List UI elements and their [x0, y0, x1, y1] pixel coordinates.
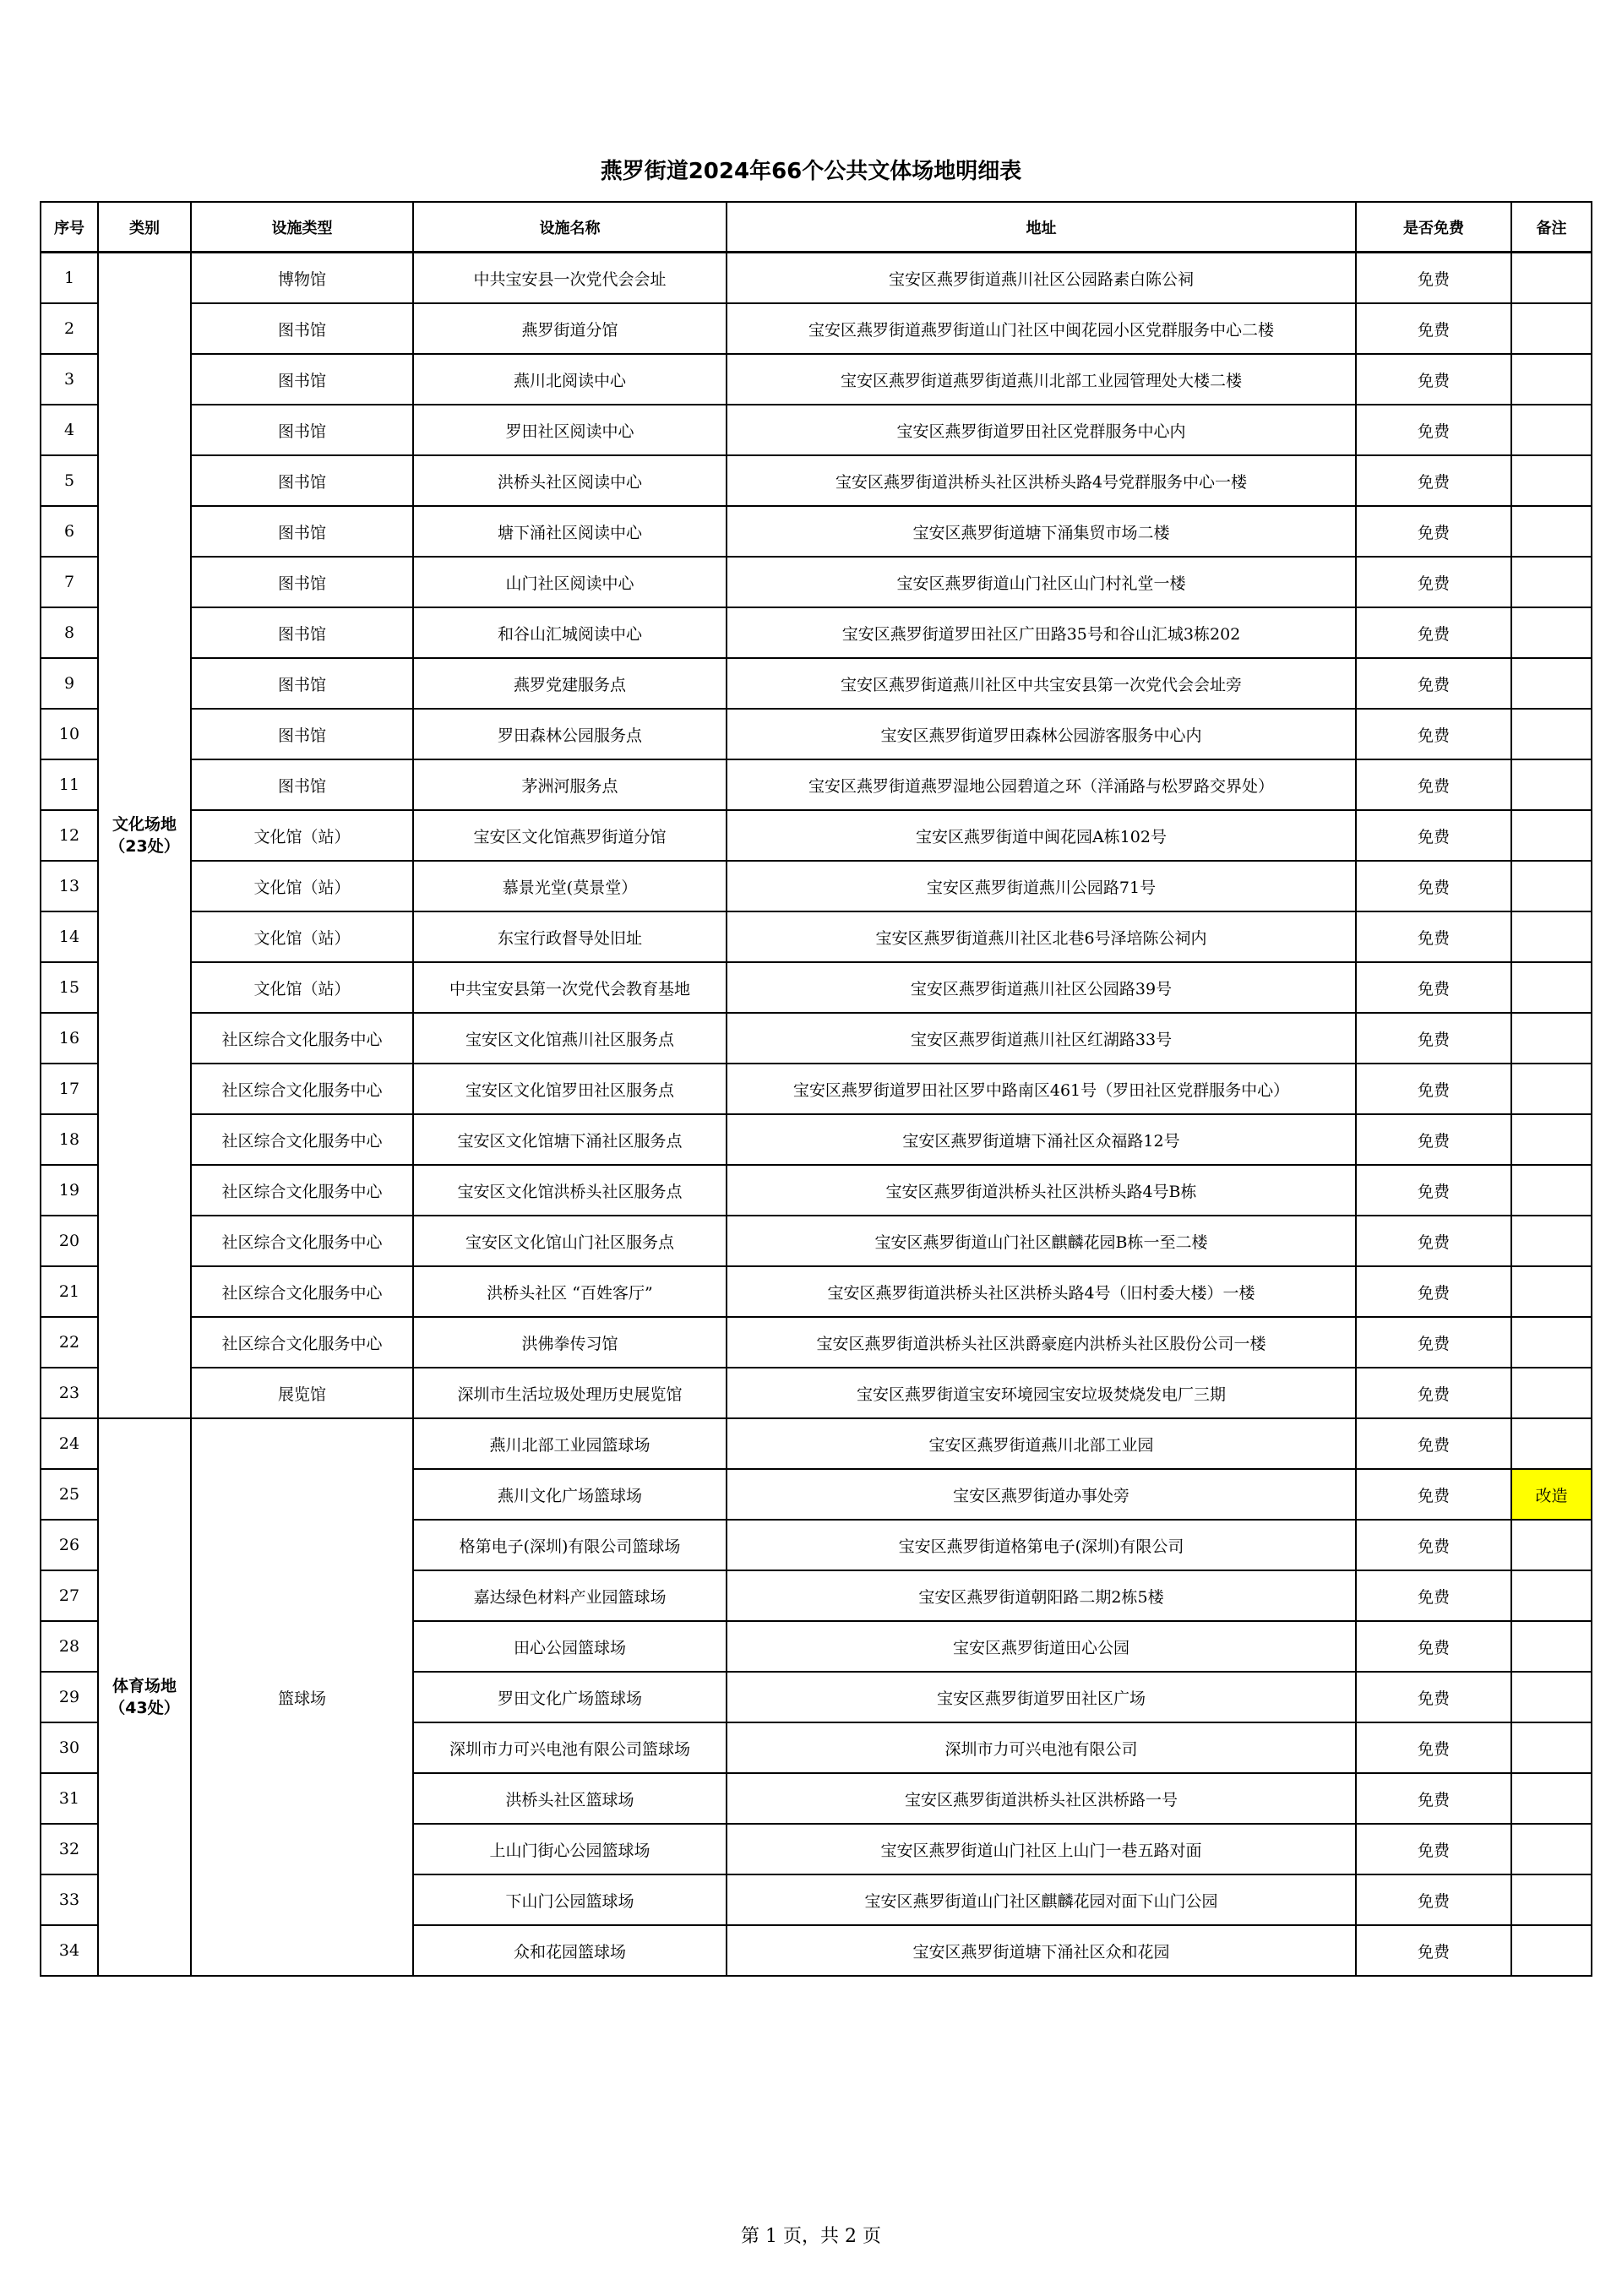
cell-facility-type: 图书馆 — [191, 303, 413, 354]
cell-facility-name: 下山门公园篮球场 — [413, 1874, 727, 1925]
cell-seq: 25 — [41, 1469, 98, 1520]
cell-free: 免费 — [1356, 911, 1511, 962]
cell-address: 宝安区燕罗街道山门社区麒麟花园B栋一至二楼 — [727, 1216, 1356, 1266]
cell-note — [1511, 1114, 1592, 1165]
cell-address: 宝安区燕罗街道山门社区麒麟花园对面下山门公园 — [727, 1874, 1356, 1925]
cell-seq: 20 — [41, 1216, 98, 1266]
cell-address: 深圳市力可兴电池有限公司 — [727, 1722, 1356, 1773]
table-row — [41, 962, 1592, 1013]
cell-address: 宝安区燕罗街道燕罗街道燕川北部工业园管理处大楼二楼 — [727, 354, 1356, 405]
cell-address: 宝安区燕罗街道中闽花园A栋102号 — [727, 810, 1356, 861]
cell-facility-name: 燕罗党建服务点 — [413, 658, 727, 709]
cell-note: 改造 — [1511, 1469, 1592, 1520]
cell-facility-type: 图书馆 — [191, 759, 413, 810]
category-name: 体育场地 — [112, 1677, 177, 1695]
cell-facility-name: 宝安区文化馆燕罗街道分馆 — [413, 810, 727, 861]
table-row — [41, 303, 1592, 354]
cell-facility-type: 社区综合文化服务中心 — [191, 1317, 413, 1368]
category-cell-sports — [98, 1418, 191, 1976]
header-note: 备注 — [1511, 202, 1592, 253]
cell-facility-name: 洪桥头社区 “百姓客厅” — [413, 1266, 727, 1317]
cell-seq: 2 — [41, 303, 98, 354]
cell-free: 免费 — [1356, 405, 1511, 455]
cell-free: 免费 — [1356, 709, 1511, 759]
cell-seq: 19 — [41, 1165, 98, 1216]
cell-facility-name: 罗田森林公园服务点 — [413, 709, 727, 759]
cell-address: 宝安区燕罗街道燕川社区中共宝安县第一次党代会会址旁 — [727, 658, 1356, 709]
cell-note — [1511, 1013, 1592, 1064]
cell-free: 免费 — [1356, 1570, 1511, 1621]
cell-seq: 17 — [41, 1064, 98, 1114]
cell-note — [1511, 1266, 1592, 1317]
table-header-row — [41, 202, 1592, 253]
cell-seq: 22 — [41, 1317, 98, 1368]
cell-note — [1511, 1925, 1592, 1976]
table-row — [41, 759, 1592, 810]
cell-facility-name: 深圳市力可兴电池有限公司篮球场 — [413, 1722, 727, 1773]
cell-facility-type: 社区综合文化服务中心 — [191, 1165, 413, 1216]
table-row — [41, 861, 1592, 911]
cell-seq: 11 — [41, 759, 98, 810]
cell-facility-name: 洪桥头社区阅读中心 — [413, 455, 727, 506]
cell-address: 宝安区燕罗街道洪桥头社区洪桥头路4号党群服务中心一楼 — [727, 455, 1356, 506]
cell-facility-type: 文化馆（站） — [191, 861, 413, 911]
cell-address: 宝安区燕罗街道洪桥头社区洪爵豪庭内洪桥头社区股份公司一楼 — [727, 1317, 1356, 1368]
table-row — [41, 354, 1592, 405]
table-row — [41, 1216, 1592, 1266]
cell-free: 免费 — [1356, 557, 1511, 607]
cell-address: 宝安区燕罗街道格第电子(深圳)有限公司 — [727, 1520, 1356, 1570]
table-row — [41, 1013, 1592, 1064]
cell-address: 宝安区燕罗街道罗田社区党群服务中心内 — [727, 405, 1356, 455]
cell-facility-type: 社区综合文化服务中心 — [191, 1064, 413, 1114]
cell-address: 宝安区燕罗街道办事处旁 — [727, 1469, 1356, 1520]
cell-note — [1511, 1317, 1592, 1368]
cell-free: 免费 — [1356, 1064, 1511, 1114]
cell-note — [1511, 455, 1592, 506]
cell-note — [1511, 1824, 1592, 1874]
table-row — [41, 607, 1592, 658]
cell-free: 免费 — [1356, 1266, 1511, 1317]
cell-seq: 23 — [41, 1368, 98, 1418]
cell-free: 免费 — [1356, 1722, 1511, 1773]
cell-facility-type: 图书馆 — [191, 354, 413, 405]
cell-note — [1511, 1773, 1592, 1824]
cell-note — [1511, 1722, 1592, 1773]
table-row — [41, 1317, 1592, 1368]
header-category: 类别 — [98, 202, 191, 253]
category-cell-culture — [98, 253, 191, 1419]
cell-facility-name: 宝安区文化馆罗田社区服务点 — [413, 1064, 727, 1114]
cell-seq: 30 — [41, 1722, 98, 1773]
cell-address: 宝安区燕罗街道燕川社区公园路39号 — [727, 962, 1356, 1013]
cell-facility-name: 众和花园篮球场 — [413, 1925, 727, 1976]
cell-seq: 34 — [41, 1925, 98, 1976]
cell-free: 免费 — [1356, 506, 1511, 557]
cell-free: 免费 — [1356, 253, 1511, 304]
cell-facility-name: 燕川北阅读中心 — [413, 354, 727, 405]
cell-facility-type: 文化馆（站） — [191, 810, 413, 861]
cell-facility-name: 塘下涌社区阅读中心 — [413, 506, 727, 557]
header-address: 地址 — [727, 202, 1356, 253]
table-row — [41, 658, 1592, 709]
cell-free: 免费 — [1356, 1114, 1511, 1165]
cell-seq: 21 — [41, 1266, 98, 1317]
cell-free: 免费 — [1356, 861, 1511, 911]
cell-seq: 10 — [41, 709, 98, 759]
cell-facility-name: 山门社区阅读中心 — [413, 557, 727, 607]
cell-free: 免费 — [1356, 1874, 1511, 1925]
cell-facility-name: 中共宝安县一次党代会会址 — [413, 253, 727, 304]
cell-free: 免费 — [1356, 1672, 1511, 1722]
cell-note — [1511, 759, 1592, 810]
header-facility-name: 设施名称 — [413, 202, 727, 253]
cell-facility-type: 图书馆 — [191, 709, 413, 759]
cell-note — [1511, 253, 1592, 304]
cell-facility-type: 文化馆（站） — [191, 962, 413, 1013]
header-facility-type: 设施类型 — [191, 202, 413, 253]
category-count: （43处） — [109, 1699, 180, 1717]
cell-free: 免费 — [1356, 1621, 1511, 1672]
cell-facility-name: 中共宝安县第一次党代会教育基地 — [413, 962, 727, 1013]
cell-note — [1511, 607, 1592, 658]
cell-seq: 12 — [41, 810, 98, 861]
cell-facility-name: 罗田社区阅读中心 — [413, 405, 727, 455]
cell-facility-type: 社区综合文化服务中心 — [191, 1013, 413, 1064]
cell-note — [1511, 1418, 1592, 1469]
cell-note — [1511, 1570, 1592, 1621]
cell-seq: 26 — [41, 1520, 98, 1570]
cell-facility-type: 图书馆 — [191, 557, 413, 607]
cell-note — [1511, 658, 1592, 709]
cell-seq: 5 — [41, 455, 98, 506]
table-row — [41, 506, 1592, 557]
cell-facility-type: 图书馆 — [191, 455, 413, 506]
cell-seq: 1 — [41, 253, 98, 304]
cell-seq: 9 — [41, 658, 98, 709]
cell-free: 免费 — [1356, 303, 1511, 354]
page-title: 燕罗街道2024年66个公共文体场地明细表 — [600, 159, 1022, 184]
cell-note — [1511, 405, 1592, 455]
cell-facility-type: 文化馆（站） — [191, 911, 413, 962]
cell-facility-type: 图书馆 — [191, 506, 413, 557]
cell-facility-name: 洪佛拳传习馆 — [413, 1317, 727, 1368]
cell-note — [1511, 354, 1592, 405]
cell-free: 免费 — [1356, 1013, 1511, 1064]
cell-facility-name: 燕川文化广场篮球场 — [413, 1469, 727, 1520]
cell-free: 免费 — [1356, 1773, 1511, 1824]
cell-seq: 3 — [41, 354, 98, 405]
cell-facility-type: 图书馆 — [191, 658, 413, 709]
cell-seq: 8 — [41, 607, 98, 658]
cell-seq: 18 — [41, 1114, 98, 1165]
cell-free: 免费 — [1356, 1520, 1511, 1570]
cell-free: 免费 — [1356, 759, 1511, 810]
cell-facility-type: 博物馆 — [191, 253, 413, 304]
cell-address: 宝安区燕罗街道洪桥头社区洪桥路一号 — [727, 1773, 1356, 1824]
table-row — [41, 810, 1592, 861]
cell-seq: 28 — [41, 1621, 98, 1672]
cell-note — [1511, 506, 1592, 557]
cell-address: 宝安区燕罗街道燕罗街道山门社区中闽花园小区党群服务中心二楼 — [727, 303, 1356, 354]
cell-address: 宝安区燕罗街道罗田社区广场 — [727, 1672, 1356, 1722]
cell-facility-name: 宝安区文化馆塘下涌社区服务点 — [413, 1114, 727, 1165]
cell-note — [1511, 557, 1592, 607]
table-row — [41, 1418, 1592, 1469]
cell-facility-name: 罗田文化广场篮球场 — [413, 1672, 727, 1722]
table-row — [41, 1266, 1592, 1317]
cell-address: 宝安区燕罗街道朝阳路二期2栋5楼 — [727, 1570, 1356, 1621]
cell-facility-type: 篮球场 — [191, 1418, 413, 1976]
cell-note — [1511, 810, 1592, 861]
cell-facility-name: 格第电子(深圳)有限公司篮球场 — [413, 1520, 727, 1570]
cell-free: 免费 — [1356, 658, 1511, 709]
cell-note — [1511, 861, 1592, 911]
cell-facility-name: 燕罗街道分馆 — [413, 303, 727, 354]
cell-facility-name: 宝安区文化馆山门社区服务点 — [413, 1216, 727, 1266]
cell-facility-name: 嘉达绿色材料产业园篮球场 — [413, 1570, 727, 1621]
table-row — [41, 1165, 1592, 1216]
cell-address: 宝安区燕罗街道洪桥头社区洪桥头路4号（旧村委大楼）一楼 — [727, 1266, 1356, 1317]
cell-address: 宝安区燕罗街道燕川社区公园路素白陈公祠 — [727, 253, 1356, 304]
cell-address: 宝安区燕罗街道罗田森林公园游客服务中心内 — [727, 709, 1356, 759]
table-row — [41, 455, 1592, 506]
cell-facility-type: 图书馆 — [191, 607, 413, 658]
table-row — [41, 1368, 1592, 1418]
cell-facility-name: 和谷山汇城阅读中心 — [413, 607, 727, 658]
cell-seq: 24 — [41, 1418, 98, 1469]
cell-address: 宝安区燕罗街道宝安环境园宝安垃圾焚烧发电厂三期 — [727, 1368, 1356, 1418]
cell-free: 免费 — [1356, 1165, 1511, 1216]
cell-address: 宝安区燕罗街道山门社区山门村礼堂一楼 — [727, 557, 1356, 607]
cell-note — [1511, 1621, 1592, 1672]
cell-note — [1511, 911, 1592, 962]
table-row — [41, 557, 1592, 607]
header-free: 是否免费 — [1356, 202, 1511, 253]
cell-address: 宝安区燕罗街道燕川北部工业园 — [727, 1418, 1356, 1469]
table-row — [41, 1114, 1592, 1165]
cell-address: 宝安区燕罗街道山门社区上山门一巷五路对面 — [727, 1824, 1356, 1874]
category-name: 文化场地 — [112, 815, 177, 834]
cell-free: 免费 — [1356, 962, 1511, 1013]
cell-facility-name: 深圳市生活垃圾处理历史展览馆 — [413, 1368, 727, 1418]
cell-seq: 13 — [41, 861, 98, 911]
cell-facility-type: 社区综合文化服务中心 — [191, 1114, 413, 1165]
header-seq: 序号 — [41, 202, 98, 253]
cell-facility-name: 燕川北部工业园篮球场 — [413, 1418, 727, 1469]
cell-free: 免费 — [1356, 607, 1511, 658]
cell-seq: 14 — [41, 911, 98, 962]
cell-facility-type: 社区综合文化服务中心 — [191, 1266, 413, 1317]
cell-facility-type: 社区综合文化服务中心 — [191, 1216, 413, 1266]
cell-seq: 15 — [41, 962, 98, 1013]
table-row — [41, 253, 1592, 304]
cell-address: 宝安区燕罗街道燕川社区红湖路33号 — [727, 1013, 1356, 1064]
cell-seq: 6 — [41, 506, 98, 557]
cell-facility-name: 宝安区文化馆洪桥头社区服务点 — [413, 1165, 727, 1216]
cell-free: 免费 — [1356, 1368, 1511, 1418]
page-footer: 第 1 页，共 2 页 — [741, 2226, 881, 2247]
cell-facility-type: 展览馆 — [191, 1368, 413, 1418]
cell-address: 宝安区燕罗街道燕罗湿地公园碧道之环（洋涌路与松罗路交界处） — [727, 759, 1356, 810]
cell-address: 宝安区燕罗街道塘下涌社区众福路12号 — [727, 1114, 1356, 1165]
cell-seq: 7 — [41, 557, 98, 607]
cell-note — [1511, 1165, 1592, 1216]
cell-note — [1511, 1368, 1592, 1418]
cell-address: 宝安区燕罗街道燕川公园路71号 — [727, 861, 1356, 911]
cell-note — [1511, 1672, 1592, 1722]
cell-note — [1511, 303, 1592, 354]
cell-facility-type: 图书馆 — [191, 405, 413, 455]
cell-facility-name: 田心公园篮球场 — [413, 1621, 727, 1672]
cell-address: 宝安区燕罗街道洪桥头社区洪桥头路4号B栋 — [727, 1165, 1356, 1216]
cell-address: 宝安区燕罗街道塘下涌社区众和花园 — [727, 1925, 1356, 1976]
cell-seq: 16 — [41, 1013, 98, 1064]
cell-address: 宝安区燕罗街道燕川社区北巷6号泽培陈公祠内 — [727, 911, 1356, 962]
cell-seq: 29 — [41, 1672, 98, 1722]
cell-address: 宝安区燕罗街道罗田社区罗中路南区461号（罗田社区党群服务中心） — [727, 1064, 1356, 1114]
cell-free: 免费 — [1356, 1418, 1511, 1469]
cell-free: 免费 — [1356, 1824, 1511, 1874]
cell-facility-name: 慕景光堂(莫景堂） — [413, 861, 727, 911]
table-row — [41, 1064, 1592, 1114]
cell-free: 免费 — [1356, 810, 1511, 861]
cell-note — [1511, 1520, 1592, 1570]
cell-seq: 4 — [41, 405, 98, 455]
cell-facility-name: 东宝行政督导处旧址 — [413, 911, 727, 962]
cell-facility-name: 洪桥头社区篮球场 — [413, 1773, 727, 1824]
table-row — [41, 405, 1592, 455]
cell-free: 免费 — [1356, 1469, 1511, 1520]
cell-seq: 27 — [41, 1570, 98, 1621]
table-row — [41, 709, 1592, 759]
cell-free: 免费 — [1356, 354, 1511, 405]
cell-facility-name: 宝安区文化馆燕川社区服务点 — [413, 1013, 727, 1064]
cell-note — [1511, 1216, 1592, 1266]
cell-free: 免费 — [1356, 1216, 1511, 1266]
category-count: （23处） — [109, 837, 180, 856]
cell-seq: 33 — [41, 1874, 98, 1925]
cell-note — [1511, 1874, 1592, 1925]
cell-address: 宝安区燕罗街道罗田社区广田路35号和谷山汇城3栋202 — [727, 607, 1356, 658]
cell-free: 免费 — [1356, 1925, 1511, 1976]
cell-facility-name: 上山门街心公园篮球场 — [413, 1824, 727, 1874]
cell-note — [1511, 709, 1592, 759]
cell-facility-name: 茅洲河服务点 — [413, 759, 727, 810]
cell-free: 免费 — [1356, 455, 1511, 506]
facility-table — [40, 201, 1592, 1977]
table-row — [41, 911, 1592, 962]
cell-address: 宝安区燕罗街道塘下涌集贸市场二楼 — [727, 506, 1356, 557]
cell-seq: 32 — [41, 1824, 98, 1874]
cell-note — [1511, 1064, 1592, 1114]
cell-free: 免费 — [1356, 1317, 1511, 1368]
cell-seq: 31 — [41, 1773, 98, 1824]
cell-note — [1511, 962, 1592, 1013]
cell-address: 宝安区燕罗街道田心公园 — [727, 1621, 1356, 1672]
